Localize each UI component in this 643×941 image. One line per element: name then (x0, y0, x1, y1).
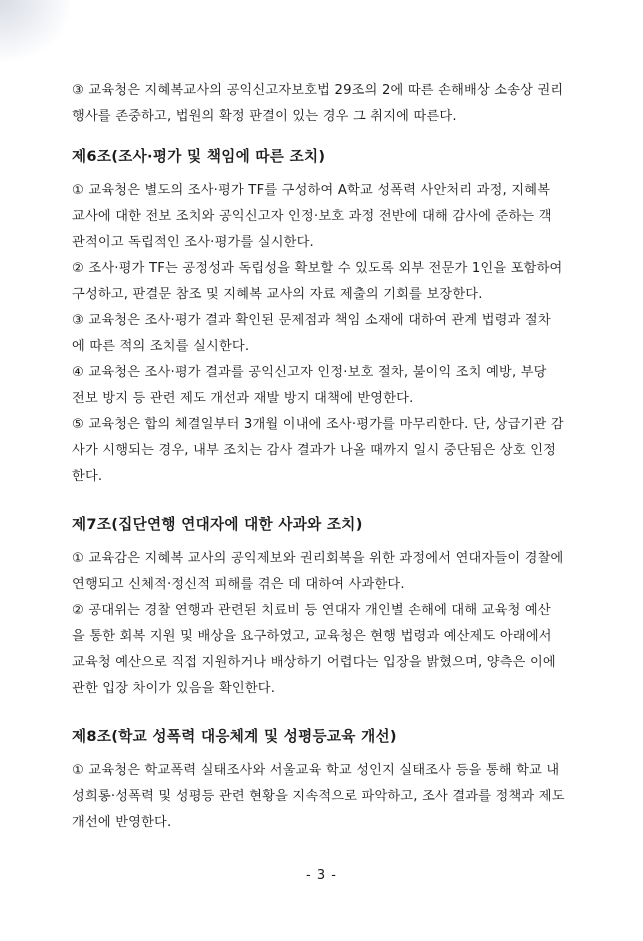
text-line: 성희롱·성폭력 및 성평등 관련 현황을 지속적으로 파악하고, 조사 결과를 정책과 제도 (72, 789, 565, 804)
text-line: 에 따른 적의 조치를 실시한다. (72, 339, 250, 354)
text-line: 을 통한 회복 지원 및 배상을 요구하였고, 교육청은 현행 법령과 예산제도 아래에서 (72, 629, 552, 644)
text-line: 교육청 예산으로 직접 지원하거나 배상하기 어렵다는 입장을 밝혔으며, 양측은 이에 (72, 655, 556, 670)
text-line: 연행되고 신체적·정신적 피해를 겪은 데 대하여 사과한다. (72, 577, 405, 592)
text-line: 교사에 대한 전보 조치와 공익신고자 인정·보호 과정 전반에 대해 감사에 준하는 객 (72, 209, 552, 224)
article5-paragraph-3 (72, 78, 572, 130)
text-line: ⑤ 교육청은 합의 체결일부터 3개월 이내에 조사·평가를 마무리한다. 단, 상급기관 감 (72, 417, 564, 432)
text-line: 전보 방지 등 관련 제도 개선과 재발 방지 대책에 반영한다. (72, 391, 414, 406)
text-line: ② 공대위는 경찰 연행과 관련된 치료비 등 연대자 개인별 손해에 대해 교육청 예산 (72, 603, 551, 618)
text-line: ③ 교육청은 조사·평가 결과 확인된 문제점과 책임 소재에 대하여 관계 법령과 절차 (72, 313, 551, 328)
text-line: 관적이고 독립적인 조사·평가를 실시한다. (72, 235, 314, 250)
text-line: 사가 시행되는 경우, 내부 조치는 감사 결과가 나올 때까지 일시 중단됨은 상호 인정 (72, 443, 557, 458)
text-line: ② 조사·평가 TF는 공정성과 독립성을 확보할 수 있도록 외부 전문가 1인을 포함하여 (72, 261, 563, 276)
text-line: 행사를 존중하고, 법원의 확정 판결이 있는 경우 그 취지에 따른다. (72, 109, 457, 124)
article7-paragraph-1 (72, 546, 572, 598)
article6-heading: 제6조(조사·평가 및 책임에 따른 조치) (72, 148, 326, 165)
document-page (72, 78, 572, 836)
text-line: ④ 교육청은 조사·평가 결과를 공익신고자 인정·보호 절차, 불이익 조치 예방, 부당 (72, 365, 547, 380)
text-line: 관한 입장 차이가 있음을 확인한다. (72, 681, 276, 696)
text-line: 개선에 반영한다. (72, 815, 172, 830)
text-line: ① 교육청은 별도의 조사·평가 TF를 구성하여 A학교 성폭력 사안처리 과정, 지혜복 (72, 183, 551, 198)
text-line: 한다. (72, 469, 103, 484)
article7-paragraph-2 (72, 598, 572, 702)
article6-paragraph-2 (72, 256, 572, 308)
text-line: ① 교육청은 학교폭력 실태조사와 서울교육 학교 성인지 실태조사 등을 통해 학교 내 (72, 763, 560, 778)
text-line: ③ 교육청은 지혜복교사의 공익신고자보호법 29조의 2에 따른 손해배상 소송상 권리 (72, 83, 564, 98)
article6-paragraph-5 (72, 412, 572, 490)
article6-paragraph-1 (72, 178, 572, 256)
article7-heading: 제7조(집단연행 연대자에 대한 사과와 조치) (72, 516, 363, 533)
text-line: 구성하고, 판결문 참조 및 지혜복 교사의 자료 제출의 기회를 보장한다. (72, 287, 483, 302)
article8-heading: 제8조(학교 성폭력 대응체계 및 성평등교육 개선) (72, 728, 397, 745)
scan-shadow (0, 0, 70, 60)
text-line: ① 교육감은 지혜복 교사의 공익제보와 권리회복을 위한 과정에서 연대자들이 경찰에 (72, 551, 564, 566)
article6-paragraph-3 (72, 308, 572, 360)
article6-paragraph-4 (72, 360, 572, 412)
page-number: - 3 - (306, 868, 337, 883)
article8-paragraph-1 (72, 758, 572, 836)
